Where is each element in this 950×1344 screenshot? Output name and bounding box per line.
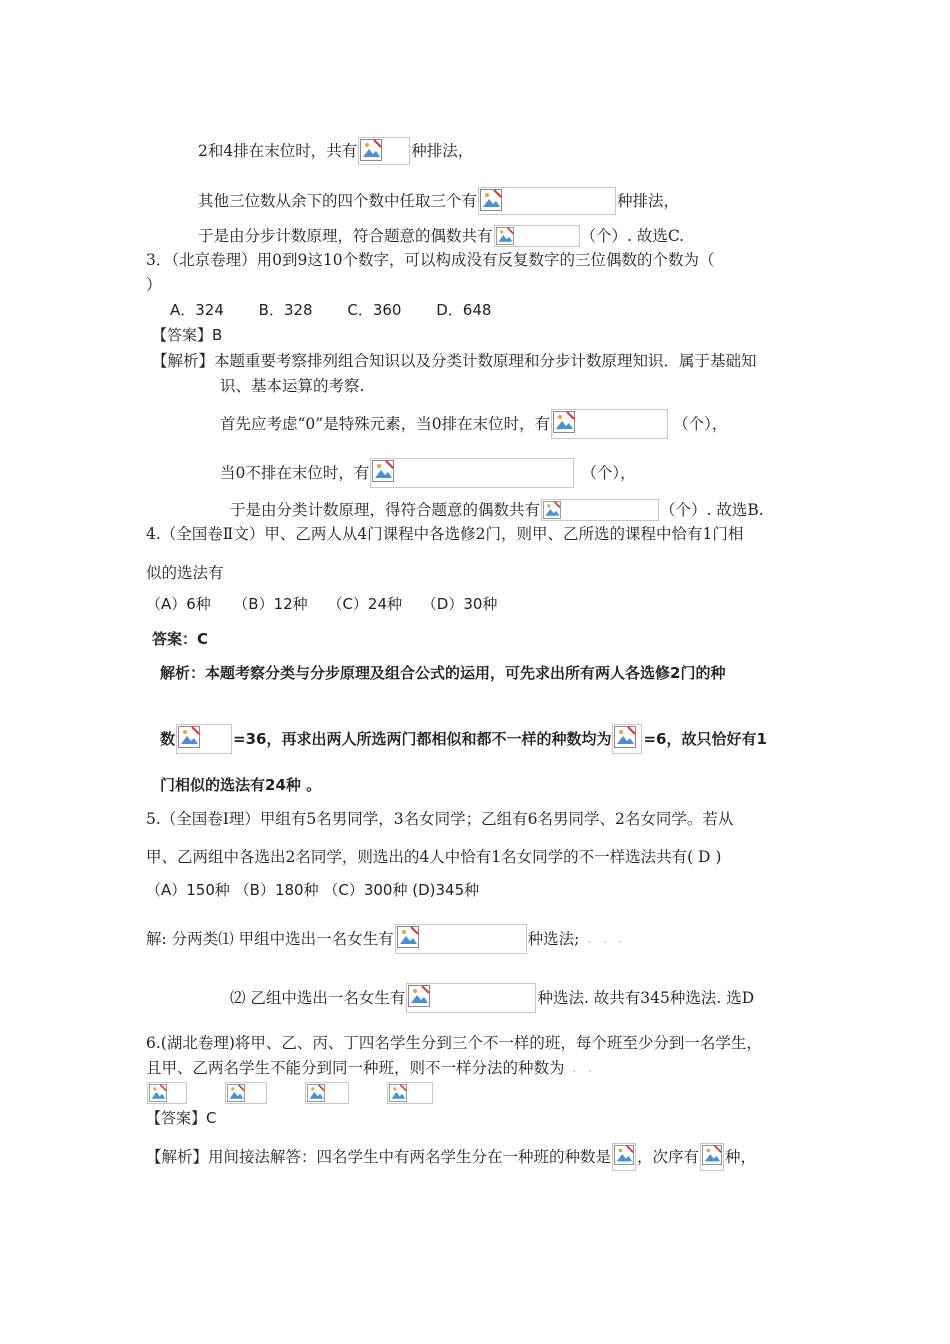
q3-answer <box>152 324 222 346</box>
broken-image-icon <box>178 726 200 748</box>
line-1 <box>198 137 473 165</box>
text: ，次序有 <box>637 1148 700 1166</box>
q6-option-images <box>146 1082 434 1104</box>
broken-image-icon <box>397 926 419 948</box>
q3-stem-end <box>146 274 162 296</box>
text: 似的选法有 <box>146 564 224 582</box>
option-b-image <box>225 1082 267 1104</box>
text: 且甲、乙两名学生不能分到同一种班，则不一样分法的种数为 <box>146 1059 565 1077</box>
q4-explain-3 <box>160 774 321 796</box>
text: ） <box>146 276 162 294</box>
text: （A）150种 （B）180种 （C）300种 (D)345种 <box>146 881 480 899</box>
formula-image <box>406 983 536 1013</box>
q5-stem-2 <box>146 846 721 868</box>
text: 2和4排在末位时，共有 <box>198 142 358 160</box>
broken-image-icon <box>614 1145 634 1165</box>
broken-image-icon <box>389 1084 407 1102</box>
q5-stem-1 <box>146 808 733 830</box>
q3-options <box>170 299 491 321</box>
text: =6，故只恰好有1 <box>643 730 767 748</box>
text: 6.(湖北卷理)将甲、乙、丙、丁四名学生分到三个不一样的班，每个班至少分到一名学生， <box>146 1034 762 1052</box>
text: （个）. 故选B. <box>660 501 764 519</box>
text: 5.（全国卷Ⅰ理）甲组有5名男同学，3名女同学；乙组有6名男同学、2名女同学。若从 <box>146 810 734 828</box>
text: 【解析】本题重要考察排列组合知识以及分类计数原理和分步计数原理知识．属于基础知 <box>152 352 757 370</box>
broken-image-icon <box>408 985 430 1007</box>
q6-stem-2 <box>146 1057 596 1079</box>
text: （个）. 故选C. <box>580 227 685 245</box>
q4-answer <box>152 628 208 650</box>
text: （个）， <box>673 415 728 433</box>
text: 门相似的选法有24种 。 <box>160 776 322 794</box>
q6-answer <box>146 1107 216 1129</box>
q3-explain-5 <box>230 499 764 521</box>
text: =36，再求出两人所选两门都相似和都不一样的种数均为 <box>233 730 612 748</box>
q5-solution-1 <box>146 924 626 954</box>
text: 其他三位数从余下的四个数中任取三个有 <box>198 192 478 210</box>
broken-image-icon <box>307 1084 325 1102</box>
text: 首先应考虑“0”是特殊元素，当0排在末位时，有 <box>220 415 551 433</box>
text: 甲、乙两组中各选出2名同学，则选出的4人中恰有1名女同学的不一样选法共有( D ) <box>146 848 722 866</box>
text: 于是由分步计数原理，符合题意的偶数共有 <box>198 227 493 245</box>
line-2 <box>198 187 679 215</box>
faint-dots: . . <box>572 1061 596 1075</box>
formula-image <box>612 724 642 754</box>
text: （A）6种 （B）12种 （C）24种 （D）30种 <box>146 595 498 613</box>
text: 种， <box>725 1148 757 1166</box>
formula-image <box>541 499 659 521</box>
option-d-image <box>387 1082 433 1104</box>
text: A．324 B．328 C．360 D．648 <box>170 301 492 319</box>
formula-image <box>612 1143 636 1171</box>
formula-image <box>551 409 668 439</box>
broken-image-icon <box>496 227 514 245</box>
option-a-image <box>147 1082 187 1104</box>
q4-explain-2 <box>160 724 767 754</box>
q4-stem-2 <box>146 562 224 584</box>
formula-image <box>370 458 574 488</box>
text: 4.（全国卷Ⅱ文）甲、乙两人从4门课程中各选修2门，则甲、乙所选的课程中恰有1门相 <box>146 525 744 543</box>
faint-dots: . . . <box>587 932 627 946</box>
formula-image <box>700 1143 724 1171</box>
text: 种选法. 故共有345种选法. 选D <box>537 989 755 1007</box>
line-3 <box>198 225 684 247</box>
q6-stem-1 <box>146 1032 762 1054</box>
text: 【答案】B <box>152 326 223 344</box>
text: ⑵ 乙组中选出一名女生有 <box>230 989 406 1007</box>
formula-image <box>478 187 616 215</box>
q3-explain-4 <box>220 458 636 488</box>
text: 解: 分两类⑴ 甲组中选出一名女生有 <box>146 930 394 948</box>
broken-image-icon <box>149 1084 167 1102</box>
option-c-image <box>305 1082 349 1104</box>
q4-stem-1 <box>146 523 743 545</box>
broken-image-icon <box>543 501 561 519</box>
formula-image <box>358 137 410 165</box>
text: 种选法; <box>527 930 580 948</box>
text: （个）， <box>581 464 636 482</box>
broken-image-icon <box>702 1145 722 1165</box>
formula-image <box>176 724 232 754</box>
text: 【解析】用间接法解答：四名学生中有两名学生分在一种班的种数是 <box>146 1148 612 1166</box>
text: 当0不排在末位时，有 <box>220 464 370 482</box>
q3-explain-1 <box>152 350 757 372</box>
text: 解析：本题考察分类与分步原理及组合公式的运用，可先求出所有两人各选修2门的种 <box>160 664 726 682</box>
q3-stem <box>146 249 715 271</box>
q4-explain-1 <box>160 662 725 684</box>
broken-image-icon <box>372 460 394 482</box>
text: 种排法， <box>411 142 474 160</box>
q5-options <box>146 879 479 901</box>
broken-image-icon <box>227 1084 245 1102</box>
q4-options <box>146 593 497 615</box>
q5-solution-2 <box>230 983 754 1013</box>
text: 答案：C <box>152 630 209 648</box>
q3-explain-2 <box>220 375 364 397</box>
text: 数 <box>160 730 176 748</box>
text: 于是由分类计数原理，得符合题意的偶数共有 <box>230 501 541 519</box>
formula-image <box>395 924 527 954</box>
broken-image-icon <box>553 411 575 433</box>
formula-image <box>494 225 580 247</box>
broken-image-icon <box>614 726 636 748</box>
broken-image-icon <box>360 139 382 161</box>
q6-explain <box>146 1143 756 1171</box>
text: 3．（北京卷理）用0到9这10个数字，可以构成没有反复数字的三位偶数的个数为（ <box>146 251 715 269</box>
q3-explain-3 <box>220 409 727 439</box>
text: 识、基本运算的考察. <box>220 377 365 395</box>
text: 种排法， <box>617 192 680 210</box>
text: 【答案】C <box>146 1109 217 1127</box>
broken-image-icon <box>480 189 502 211</box>
